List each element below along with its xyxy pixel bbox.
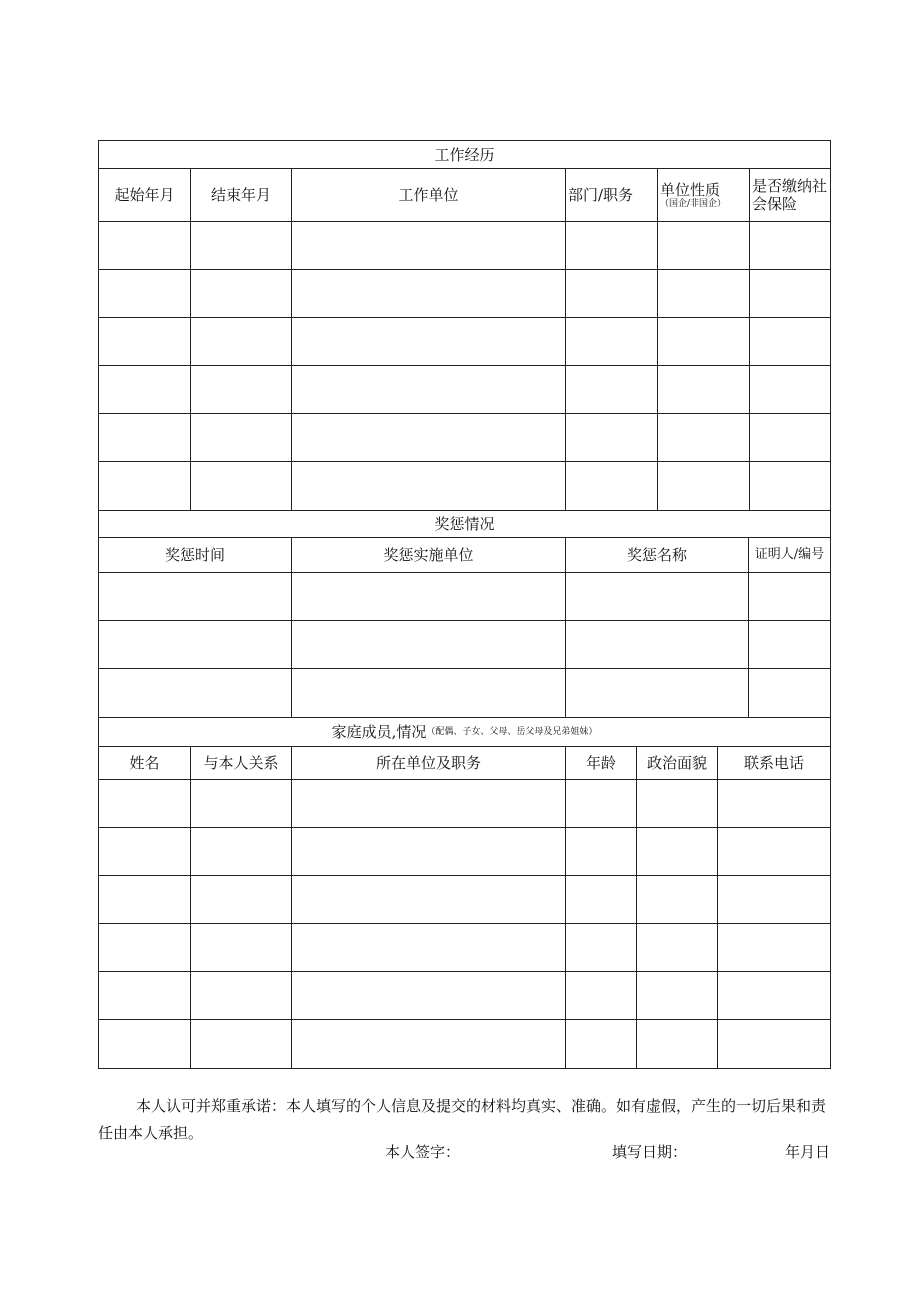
date-units: 年月日 xyxy=(785,1143,831,1161)
date-label: 填写日期： xyxy=(612,1143,688,1161)
awards-section-title xyxy=(99,511,831,538)
work-cell-start[interactable] xyxy=(99,222,191,270)
awards-cell-org[interactable] xyxy=(292,669,566,718)
work-cell-unit[interactable] xyxy=(292,318,566,366)
work-cell-end[interactable] xyxy=(191,318,292,366)
family-cell-relation[interactable] xyxy=(191,780,292,828)
family-cell-name[interactable] xyxy=(99,924,191,972)
work-cell-start[interactable] xyxy=(99,462,191,511)
awards-cell-name[interactable] xyxy=(566,669,749,718)
work-cell-dept[interactable] xyxy=(566,270,658,318)
work-cell-nature[interactable] xyxy=(658,318,750,366)
work-cell-unit[interactable] xyxy=(292,462,566,511)
work-header-insurance: 是否缴纳社会保险 xyxy=(750,169,831,222)
work-cell-dept[interactable] xyxy=(566,414,658,462)
work-header-end: 结束年月 xyxy=(191,169,292,222)
work-section-title-text: 工作经历 xyxy=(434,145,495,164)
work-cell-insurance[interactable] xyxy=(750,462,831,511)
work-cell-end[interactable] xyxy=(191,270,292,318)
work-header-nature xyxy=(658,169,750,222)
work-cell-end[interactable] xyxy=(191,366,292,414)
work-cell-end[interactable] xyxy=(191,222,292,270)
family-cell-phone[interactable] xyxy=(718,876,831,924)
family-cell-name[interactable] xyxy=(99,1020,191,1069)
work-cell-dept[interactable] xyxy=(566,318,658,366)
work-header-nature-label: 单位性质 xyxy=(660,180,721,199)
family-header-relation: 与本人关系 xyxy=(191,747,292,780)
family-cell-political[interactable] xyxy=(637,780,718,828)
work-cell-nature[interactable] xyxy=(658,414,750,462)
family-header-phone: 联系电话 xyxy=(718,747,831,780)
family-cell-political[interactable] xyxy=(637,924,718,972)
work-cell-insurance[interactable] xyxy=(750,414,831,462)
family-cell-unit[interactable] xyxy=(292,876,566,924)
awards-cell-time[interactable] xyxy=(99,621,292,669)
work-cell-dept[interactable] xyxy=(566,222,658,270)
awards-header-witness: 证明人/编号 xyxy=(749,538,831,573)
family-cell-relation[interactable] xyxy=(191,1020,292,1069)
work-cell-nature[interactable] xyxy=(658,270,750,318)
work-cell-unit[interactable] xyxy=(292,414,566,462)
family-section-note: （配偶、子女、父母、岳父母及兄弟姐妹） xyxy=(426,726,598,737)
application-form-table xyxy=(98,140,831,1069)
family-header-age: 年龄 xyxy=(566,747,637,780)
family-cell-age[interactable] xyxy=(566,924,637,972)
awards-cell-witness[interactable] xyxy=(749,621,831,669)
awards-header-time: 奖惩时间 xyxy=(99,538,292,573)
family-cell-phone[interactable] xyxy=(718,972,831,1020)
work-cell-unit[interactable] xyxy=(292,222,566,270)
work-header-unit: 工作单位 xyxy=(292,169,566,222)
awards-section-title-text: 奖惩情况 xyxy=(434,515,495,533)
awards-cell-witness[interactable] xyxy=(749,669,831,718)
work-cell-start[interactable] xyxy=(99,318,191,366)
work-cell-insurance[interactable] xyxy=(750,222,831,270)
awards-cell-witness[interactable] xyxy=(749,573,831,621)
family-cell-phone[interactable] xyxy=(718,780,831,828)
family-header-name: 姓名 xyxy=(99,747,191,780)
family-cell-age[interactable] xyxy=(566,876,637,924)
work-cell-nature[interactable] xyxy=(658,462,750,511)
work-header-start: 起始年月 xyxy=(99,169,191,222)
family-cell-name[interactable] xyxy=(99,780,191,828)
work-cell-start[interactable] xyxy=(99,270,191,318)
family-cell-political[interactable] xyxy=(637,1020,718,1069)
family-cell-unit[interactable] xyxy=(292,780,566,828)
awards-cell-org[interactable] xyxy=(292,573,566,621)
work-header-nature-note: （国企/非国企） xyxy=(660,198,727,209)
awards-cell-time[interactable] xyxy=(99,573,292,621)
work-section-title xyxy=(99,141,831,169)
family-cell-age[interactable] xyxy=(566,972,637,1020)
pledge-statement: 本人认可并郑重承诺：本人填写的个人信息及提交的材料均真实、准确。如有虚假，产生的一切后果和责任由本人承担。 xyxy=(98,1097,827,1142)
family-cell-name[interactable] xyxy=(99,828,191,876)
family-cell-age[interactable] xyxy=(566,780,637,828)
work-cell-unit[interactable] xyxy=(292,366,566,414)
family-cell-relation[interactable] xyxy=(191,828,292,876)
work-cell-dept[interactable] xyxy=(566,366,658,414)
awards-header-name: 奖惩名称 xyxy=(566,538,749,573)
work-cell-unit[interactable] xyxy=(292,270,566,318)
family-cell-relation[interactable] xyxy=(191,972,292,1020)
family-cell-unit[interactable] xyxy=(292,972,566,1020)
work-cell-end[interactable] xyxy=(191,414,292,462)
family-cell-political[interactable] xyxy=(637,828,718,876)
work-cell-insurance[interactable] xyxy=(750,318,831,366)
family-cell-age[interactable] xyxy=(566,1020,637,1069)
family-cell-unit[interactable] xyxy=(292,924,566,972)
family-cell-unit[interactable] xyxy=(292,828,566,876)
family-cell-phone[interactable] xyxy=(718,1020,831,1069)
family-cell-name[interactable] xyxy=(99,972,191,1020)
work-cell-nature[interactable] xyxy=(658,222,750,270)
family-cell-unit[interactable] xyxy=(292,1020,566,1069)
family-cell-phone[interactable] xyxy=(718,828,831,876)
work-cell-start[interactable] xyxy=(99,414,191,462)
family-cell-relation[interactable] xyxy=(191,924,292,972)
signature-label: 本人签字： xyxy=(385,1143,461,1161)
family-cell-name[interactable] xyxy=(99,876,191,924)
family-header-unit: 所在单位及职务 xyxy=(292,747,566,780)
family-cell-political[interactable] xyxy=(637,876,718,924)
awards-cell-name[interactable] xyxy=(566,621,749,669)
work-cell-insurance[interactable] xyxy=(750,366,831,414)
family-cell-age[interactable] xyxy=(566,828,637,876)
work-cell-dept[interactable] xyxy=(566,462,658,511)
awards-cell-org[interactable] xyxy=(292,621,566,669)
awards-cell-time[interactable] xyxy=(99,669,292,718)
work-cell-start[interactable] xyxy=(99,366,191,414)
work-cell-end[interactable] xyxy=(191,462,292,511)
family-section-title-text: 家庭成员,情况 xyxy=(331,723,427,741)
awards-cell-name[interactable] xyxy=(566,573,749,621)
work-header-dept: 部门/职务 xyxy=(566,169,658,222)
awards-header-org: 奖惩实施单位 xyxy=(292,538,566,573)
family-section-title xyxy=(99,718,831,747)
family-cell-relation[interactable] xyxy=(191,876,292,924)
family-cell-political[interactable] xyxy=(637,972,718,1020)
work-cell-nature[interactable] xyxy=(658,366,750,414)
family-cell-phone[interactable] xyxy=(718,924,831,972)
family-header-political: 政治面貌 xyxy=(637,747,718,780)
work-cell-insurance[interactable] xyxy=(750,270,831,318)
